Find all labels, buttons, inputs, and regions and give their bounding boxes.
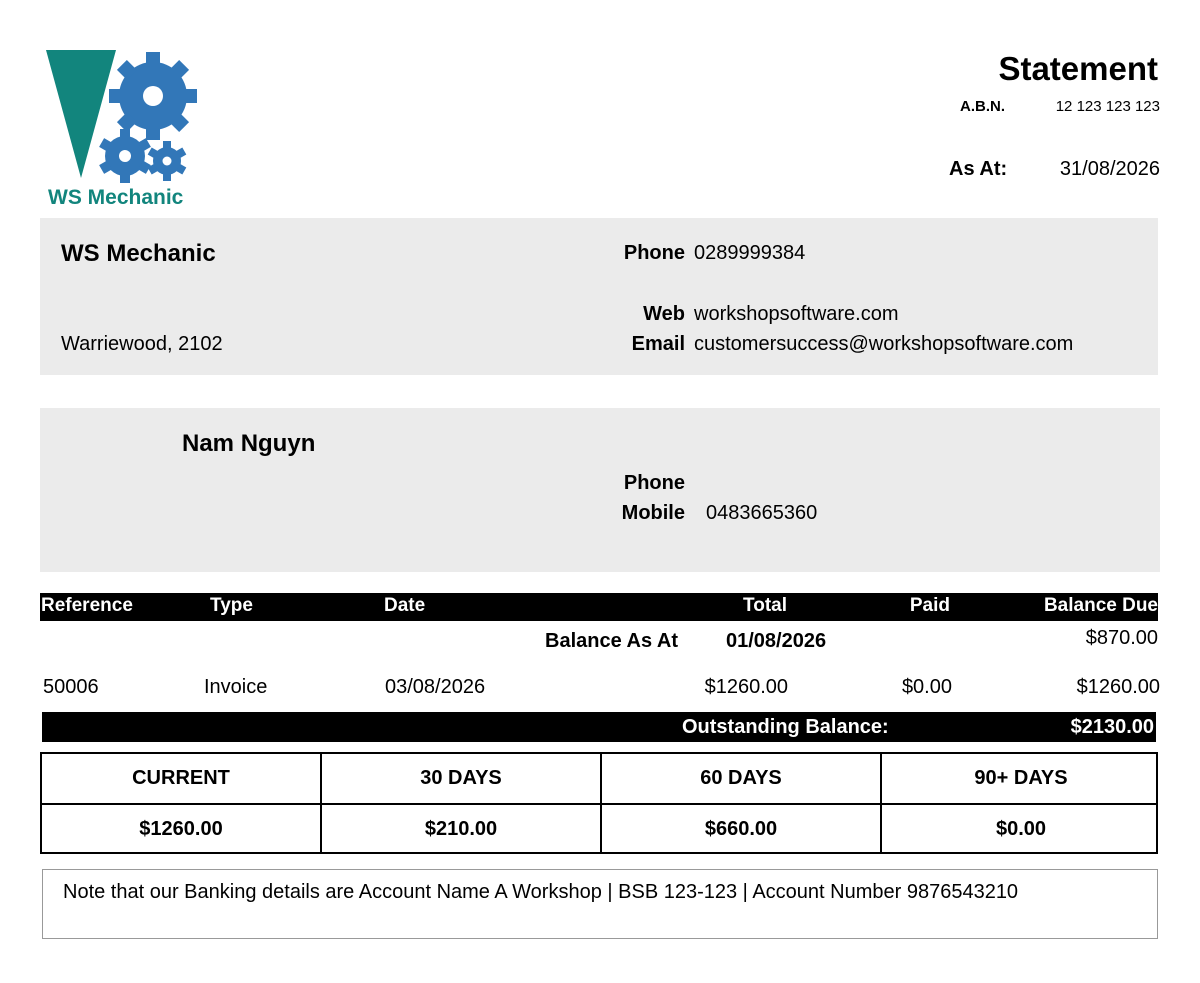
aging-summary-grid — [40, 752, 1158, 854]
row-paid: $0.00 — [901, 676, 952, 698]
business-phone: 0289999384 — [694, 242, 806, 264]
row-date: 03/08/2026 — [385, 676, 486, 698]
business-address: Warriewood, 2102 — [61, 333, 223, 355]
customer-mobile-label: Mobile — [621, 502, 685, 524]
transactions-table-header — [40, 593, 1158, 621]
banking-note-text: Note that our Banking details are Account Name A Workshop | BSB 123-123 | Account Number 9876543210 — [63, 881, 1019, 903]
column-header-paid: Paid — [909, 595, 950, 616]
aging-value-30-days: $210.00 — [424, 818, 498, 840]
opening-balance-label: Balance As At — [545, 630, 679, 652]
column-header-type: Type — [210, 595, 253, 616]
business-web: workshopsoftware.com — [694, 303, 899, 325]
row-reference: 50006 — [43, 676, 99, 698]
grid-divider — [42, 803, 1156, 805]
document-title: Statement — [998, 50, 1158, 87]
opening-balance-amount: $870.00 — [1085, 627, 1158, 649]
customer-phone-label: Phone — [623, 472, 685, 494]
banking-note-box — [42, 869, 1158, 939]
aging-header-60-days: 60 DAYS — [700, 767, 782, 789]
gear-icon — [99, 129, 151, 183]
row-balance: $1260.00 — [1076, 676, 1160, 698]
abn-value: 12 123 123 123 — [1055, 98, 1160, 115]
aging-value-current: $1260.00 — [139, 818, 223, 840]
aging-header-current: CURRENT — [132, 767, 230, 789]
column-header-balance-due: Balance Due — [1043, 595, 1158, 616]
logo-text: WS Mechanic — [48, 186, 184, 209]
as-at-label: As At: — [949, 158, 1008, 180]
customer-name: Nam Nguyn — [182, 430, 316, 457]
business-phone-label: Phone — [623, 242, 685, 264]
column-header-reference: Reference — [41, 595, 133, 616]
abn-label: A.B.N. — [960, 98, 1005, 115]
row-total: $1260.00 — [704, 676, 788, 698]
business-web-label: Web — [643, 303, 685, 325]
column-header-date: Date — [384, 595, 426, 616]
column-header-total: Total — [743, 595, 787, 616]
as-at-date: 31/08/2026 — [1059, 158, 1160, 180]
business-name: WS Mechanic — [61, 240, 216, 267]
aging-header-90-days: 90+ DAYS — [974, 767, 1068, 789]
aging-value-60-days: $660.00 — [704, 818, 778, 840]
outstanding-balance-value: $2130.00 — [1070, 716, 1154, 738]
gear-icon — [109, 52, 197, 140]
row-type: Invoice — [204, 676, 268, 698]
opening-balance-date: 01/08/2026 — [726, 630, 827, 652]
outstanding-balance-bar — [42, 712, 1156, 742]
gear-icon — [148, 141, 187, 181]
customer-mobile: 0483665360 — [706, 502, 818, 524]
outstanding-balance-label: Outstanding Balance: — [682, 716, 889, 738]
aging-header-30-days: 30 DAYS — [420, 767, 502, 789]
aging-value-90-days: $0.00 — [995, 818, 1047, 840]
business-email-label: Email — [631, 333, 685, 355]
business-email: customersuccess@workshopsoftware.com — [694, 333, 1074, 355]
